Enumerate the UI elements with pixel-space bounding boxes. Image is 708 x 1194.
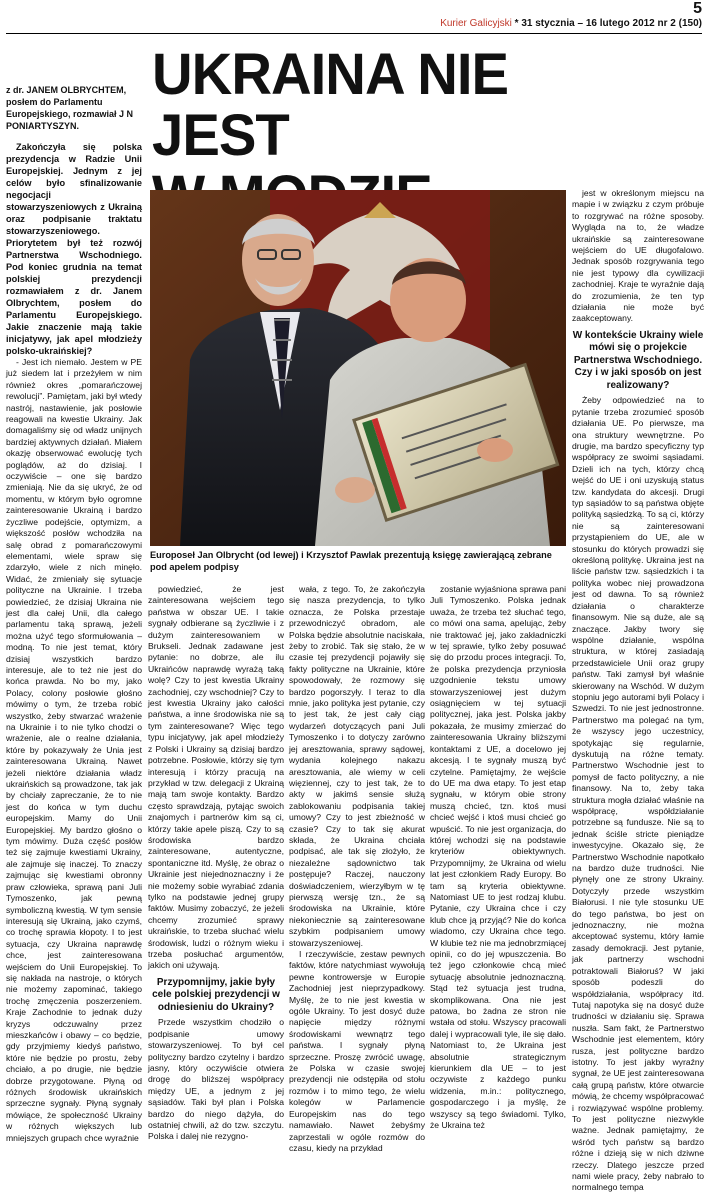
- column-4: [430, 584, 566, 1131]
- issue-date: 31 stycznia – 16 lutego 2012 nr 2 (150): [521, 18, 702, 29]
- interview-intro: z dr. JANEM OLBRYCHTEM, posłem do Parlamentu Europejskiego, rozmawiał J N PONIARTYSZYN.: [6, 85, 134, 131]
- header-rule: [6, 33, 702, 34]
- article-lead: Zakończyła się polska prezydencja w Radzie Unii Europejskiej. Jednym z jej celów było sfinalizowanie negocjacji stowarzyszeniowych z Ukrainą oraz podpisanie traktatu stowarzyszeniowego. Priorytetem był też rozwój Partnerstwa Wschodniego. Pod koniec grudnia na temat polskiej prezydencji rozmawiałem z dr. Janem Olbrychtem, posłem do Parlamentu Europejskiego. Jakie znaczenie mają takie inicjatywy, jak apel młodzieży polsko-ukraińskiej?: [6, 142, 142, 356]
- left-column: [6, 84, 142, 1143]
- publication-name: Kurier Galicyjski: [440, 18, 512, 29]
- col2-paragraph-1: powiedzieć, że jest zainteresowana wejściem tego państwa w obszar UE. I takie sygnały odbierane są życzliwie i z dużym zainteresowaniem w Brukseli. Jednak zadawane jest pytanie: no dobrze, ale ilu Ukraińców naprawdę wyrażą taką wolę? Czy to jest kwestia Ukrainy zachodniej, czy wschodniej? Czy to jest kwestia Ukrainy jako całości państwa, a inne środowiska nie są tym zainteresowane? Więc tego typu inicjatywy, jak apel młodzieży z Polski i Ukrainy są dzisiaj bardzo potrzebne. Posłowie, którzy się tym interesują i którzy pracują na przykład w tzw. delegacji z Ukrainą mają tam swoje kontakty. Bardzo często sprawdzają, pytając swoich znajomych i partnerów kim są ci, którzy takie apele piszą. Czy to są środowiska bardzo zainteresowane, autentyczne, spontaniczne itd. Myślę, że obraz o Ukrainie jest niejednoznaczny i że nie możemy sobie wyrabiać zdania tylko na podstawie jednej grupy faktów. Musimy zobaczyć, że jeżeli chcemy zrozumieć sprawy ukraińskie, to trzeba słuchać wielu środowisk, ludzi o różnym wieku i trzeba posłuchać argumentów, jakich oni używają.: [148, 584, 284, 971]
- col4-paragraph-1: zostanie wyjaśniona sprawa pani Juli Tymoszenko. Polska jednak uważa, że trzeba też słuchać tego, co mówi ona sama, apelując, żeby nie traktować jej, jako zakładniczki w tej sprawie, tylko żeby posuwać się do przodu proces integracji. To, że polska prezydencja przyniosła uzgodnienie tekstu umowy stowarzyszeniowej jest dużym osiągnięciem w tej sytuacji politycznej, jaka jest. Polska jakby pokazała, że musimy zmierzać do zainteresowania Ukrainy bliższymi kontaktami z UE, a docelowo jej akcesją. I te sygnały muszą być czytelne. Pamiętajmy, że wejście do UE ma dwa etapy. To jest etap sygnału, w którym obie strony muszą chcieć, tzn. ktoś musi chcieć wejść i ktoś musi chcieć go wpuścić. To nie jest organizacja, do której wchodzi się na podstawie kryteriów obiektywnych. Przypomnijmy, że Ukraina od wielu lat jest członkiem Rady Europy. Bo tam są kryteria obiektywne. Natomiast UE to jest rodzaj klubu. Pytanie, czy Ukraina chce i czy klub chce ją przyjąć? Nie do końca wiadomo, czy Ukraina chce tego. W klubie też nie ma jednobrzmiącej opinii, co do jej wpuszczenia. Bo też jego członkowie chcą mieć sytuację absolutnie jednoznaczną. Stąd też sytuacja jest trudna, skomplikowana. Ona nie jest patowa, bo żadna ze stron nie wstała od stołu. Wszyscy pracowali dalej i wypracowali tyle, ile się dało. Natomiast to, że Ukraina jest absolutnie strategicznym kierunkiem dla UE – to jest oczywiste z każdego punku widzenia, m.in.: politycznego, gospodarczego i ja myślę, że wszyscy są tego świadomi. Tylko, że Ukraina też: [430, 584, 566, 1131]
- col3-paragraph-1: wała, z tego. To, że zakończyła się nasza prezydencja, to tylko oznacza, że Polska przestaje przewodniczyć obradom, ale Polska będzie absolutnie naciskała, żeby to zrobić. Tak się stało, że w czasie tej prezydencji pojawiły się fakty polityczne na Ukrainie, które spowodowały, że rozmowy się bardzo pogorszyły. I teraz to dla mnie, jako polityka jest pytanie, czy to jest tak, że jest cały ciąg wydarzeń dotyczących pani Juli Tymoszenko i to dotyczy zarówno jej aresztowania, sprawy sądowej, wydania kolejnego nakazu aresztowania, ale wiemy w celi więziennej, czy to jest tak, że to akty w jakimś sensie służą zablokowaniu podpisania takiej umowy? Czy to jest zbieżność w czasie? Czy to tak się akurat składa, że Ukraina chciała podpisać, ale tak się złożyło, że niezależne sądownictwo tak postępuje? Raczej, nauczony doświadczeniem, wierzyłbym w tę pierwszą wersję tzn., że są środowiska na Ukrainie, które niekoniecznie są zainteresowane szybkim podpisaniem umowy stowarzyszeniowej.: [289, 584, 425, 948]
- col2-paragraph-2: Przede wszystkim chodziło o podpisanie umowy stowarzyszeniowej. To był cel polityczny bardzo czytelny i bardzo jasny, który oczywiście otwiera drogę do bliższej współpracy między UE, a jednym z jej sąsiadów. Taki był plan i Polska bardzo do niego dążyła, do ostatniej chwili, aż do tzw. szczytu. Polska i dalej nie rezygno-: [148, 1017, 284, 1142]
- right-column: [572, 188, 704, 1193]
- article-body: - Jest ich niemało. Jestem w PE już siedem lat i przeżyłem w nim również okres „pomarańczowej rewolucji”. Pamiętam, jaki był wtedy nastrój, nastawienie, jak posłowie reagowali na kwestie Ukrainy. Jak domagaliśmy się od władz unijnych bardziej aktywnych działań. Miałem okazję obserwować ewolucję tych poglądów, aż do dzisiaj. I oczywiście – one się bardzo zmieniają. Nie da się ukryć, że od momentu, w którym było ogromne zainteresowanie Ukrainą i bardzo życzliwe podejście, optymizm, a większość posłów wchodziła na salę obrad z pomarańczowymi elementami, wiele spraw się zdarzyło, wiele z nich minęło. Widać, że zmieniały się sytuacje polityczne na Ukrainie. I trzeba powiedzieć, że dzisiaj Ukraina nie jest dla całej Unii, dla całego parlamentu taką sprawą, jeżeli można użyć tego sformułowania – modną. To nie jest temat, który dzisiaj wszystkich bardzo interesuje, ale to też nie jest do końca prawda. No bo my, jako Polacy, colony posłowie głośno mówimy o tym, że trzeba robić wszystko, żeby stwarzać wrażenie na Ukrainie i to nie tylko chodzi o wrażenie, ale o realne działania, które by pokazywały że Unia jest zainteresowana Ukrainą. Nawet jeżeli niektóre działania władz ukraińskich są prowadzone, tak jak by chciały zapreczanie, że to nie jest do końca w tym duchu europejskim. Mamy do Unii Europejskiej. My bardzo głośno o tym mówimy. Duża część posłów też się zajmuje kwestiami Ukrainy, ale zajmuje się inaczej. To znaczy zajmując się kwestiami obronny praw człowieka, sprawą pani Juli Tymoszenko, jak pewną symboliczną kwestią. W tym sensie interesują się Ukrainą, jako czymś, co trochę sprawia kłopoty. I to jest sytuacja, czy Ukraina naprawdę chce, jest zainteresowana wejściem do Unii Europejskiej. To się nakłada na nastroje, o których nie możemy zapominać, takiego trochę zmęczenia poszerzeniem. Kraje Zachodnie to jednak duży kryzys odczuwalny przez mieszkańców i obawy – co będzie, gdy przyjmiemy kiedyś państwo, które nie będzie po prostu, żeby chciało, a po drugie, nie będzie dobrze przygotowane. Płyną od różnych środowisk ukraińskich sprzeczne sygnały. Płyną sygnały mówiące, że społeczność Ukrainy w różnych większych lub mniejszych grupach chce wyraźnie: [6, 357, 142, 1143]
- article-photo: [150, 190, 566, 546]
- title-line-1: UKRAINA NIE JEST: [152, 42, 509, 168]
- column-2: [148, 584, 284, 1142]
- separator-star: *: [514, 18, 522, 29]
- column-3: [289, 584, 425, 1153]
- col2-question: Przypomnijmy, jakie były cele polskiej prezydencji w odniesieniu do Ukrainy?: [152, 976, 280, 1013]
- right-question: W kontekście Ukrainy wiele mówi się o projekcie Partnerstwa Wschodniego. Czy i w jaki sposób on jest realizowany?: [572, 329, 704, 391]
- page-number: 5: [693, 0, 702, 17]
- col3-paragraph-2: I rzeczywiście, zestaw pewnych faktów, które natychmiast wywołują pewne kontrowersje w Europie Zachodniej jest nieprzypadkowy. Myślę, że to nie jest kwestia w ogóle Ukrainy. To jest dosyć duże napięcie między różnymi środowiskami wewnątrz tego państwa. I sygnały płyną sprzeczne. Proszę zwrócić uwagę, że Polska w czasie swojej prezydencji nie odstępiła od stołu rozmów i to mimo tego, że wielu kolegów w Parlamencie Europejskim nas do tego namawiało. Nawet żebyśmy zaprzestali w ogóle rozmów do czasu, kiedy na przykład: [289, 949, 425, 1153]
- page-header: [0, 0, 708, 34]
- photo-illustration: [150, 190, 566, 546]
- right-paragraph-2: Żeby odpowiedzieć na to pytanie trzeba zrozumieć sposób działania UE. Po pierwsze, ma ona struktury wewnętrzne. Po drugie, ma bardzo specyficzny typ współpracy ze swoimi sąsiadami. Dzieli ich na tych, którzy chcą wejść do UE i oni uzyskują status tzw. kandydata do akcesji. Drugi typ sąsiadów to są państwa objęte polityką sąsiedzką. To są ci, którzy nie są zainteresowani przystąpieniem do UE, ale w stosunku do których prowadzi się określoną politykę. Ukraina jest na liście państw tzw. sąsiedzkich i ta polityka wobec niej prowadzona jest od dawna. To są również działania o charakterze finansowym. Nie są duże, ale są znaczące. Jakby twory się wspólne działanie, wspólna struktura, w której zasiadają przedstawiciele Unii oraz grupy państw. Taki zamysł był właśnie skierowany na Wschód. W dużym stopniu jego autorami byli Polacy i Szwedzi. To nie jest jednostronne. Partnerstwo ma polegać na tym, że wszyscy jego uczestnicy, spotykając się regularnie, dyskutują na różne tematy. Partnerstwo Wschodnie jest to pomysł de facto polityczny, a nie finansowy. Na to, żeby taka struktura mogła działać właśnie na współpracę, współdziałanie potrzebne są fundusze. Nie są to jednak ściśle stricte pieniądze inwestycyjne. Okazało się, że Partnerstwo Wschodnie napotkało na bardzo duże trudności. Nie płynęły one ze strony Ukrainy. Dotyczyły przede wszystkim Białorusi. I nie tyle stosunku UE do tego państwa, bo jest on jednoznaczny, nie można akceptować systemu, który łamie zasady demokracji. Jest pytanie, jak partnerzy wschodni potraktowali Białoruś? W jaki sposób podeszli do współdziałania, współpracy itd. Tutaj napotyka się na dosyć duże trudności w działaniu się. Sprawa nuszła. Sam fakt, że Partnerstwo Wschodnie jest elementem, który rusza, jest polityczne bardzo istotny. To jest jakby wyraźny sygnał, że UE jest zainteresowana całą grupą państw, które otwarcie mówią, że chcemy współpracować i rozwiązywać wspólne problemy. To jest polityczne niezwykle ważne. Jednak pamiętajmy, że wśród tych państw są bardzo różne i dzieją się w nich dziwne rzeczy. Dlatego jeszcze przed nami wiele pracy, żeby nabrało to normalnego tempa: [572, 395, 704, 1193]
- issue-line: [440, 18, 702, 29]
- photo-caption: Europoseł Jan Olbrycht (od lewej) i Krzysztof Pawlak prezentują księgę zawierającą zebrane pod apelem podpisy: [150, 550, 552, 572]
- right-paragraph-1: jest w określonym miejscu na mapie i w związku z czym próbuje to rozgrywać na różne sposoby. Wygląda na to, że władze ukraińskie są zainteresowane wejściem do UE długofalowo. Jednak sposób rozgrywania tego nie jest typowy dla cywilizacji zachodniej. Kraje te wyraźnie dają do zrozumienia, że ten typ działania nie może być zaakceptowany.: [572, 188, 704, 324]
